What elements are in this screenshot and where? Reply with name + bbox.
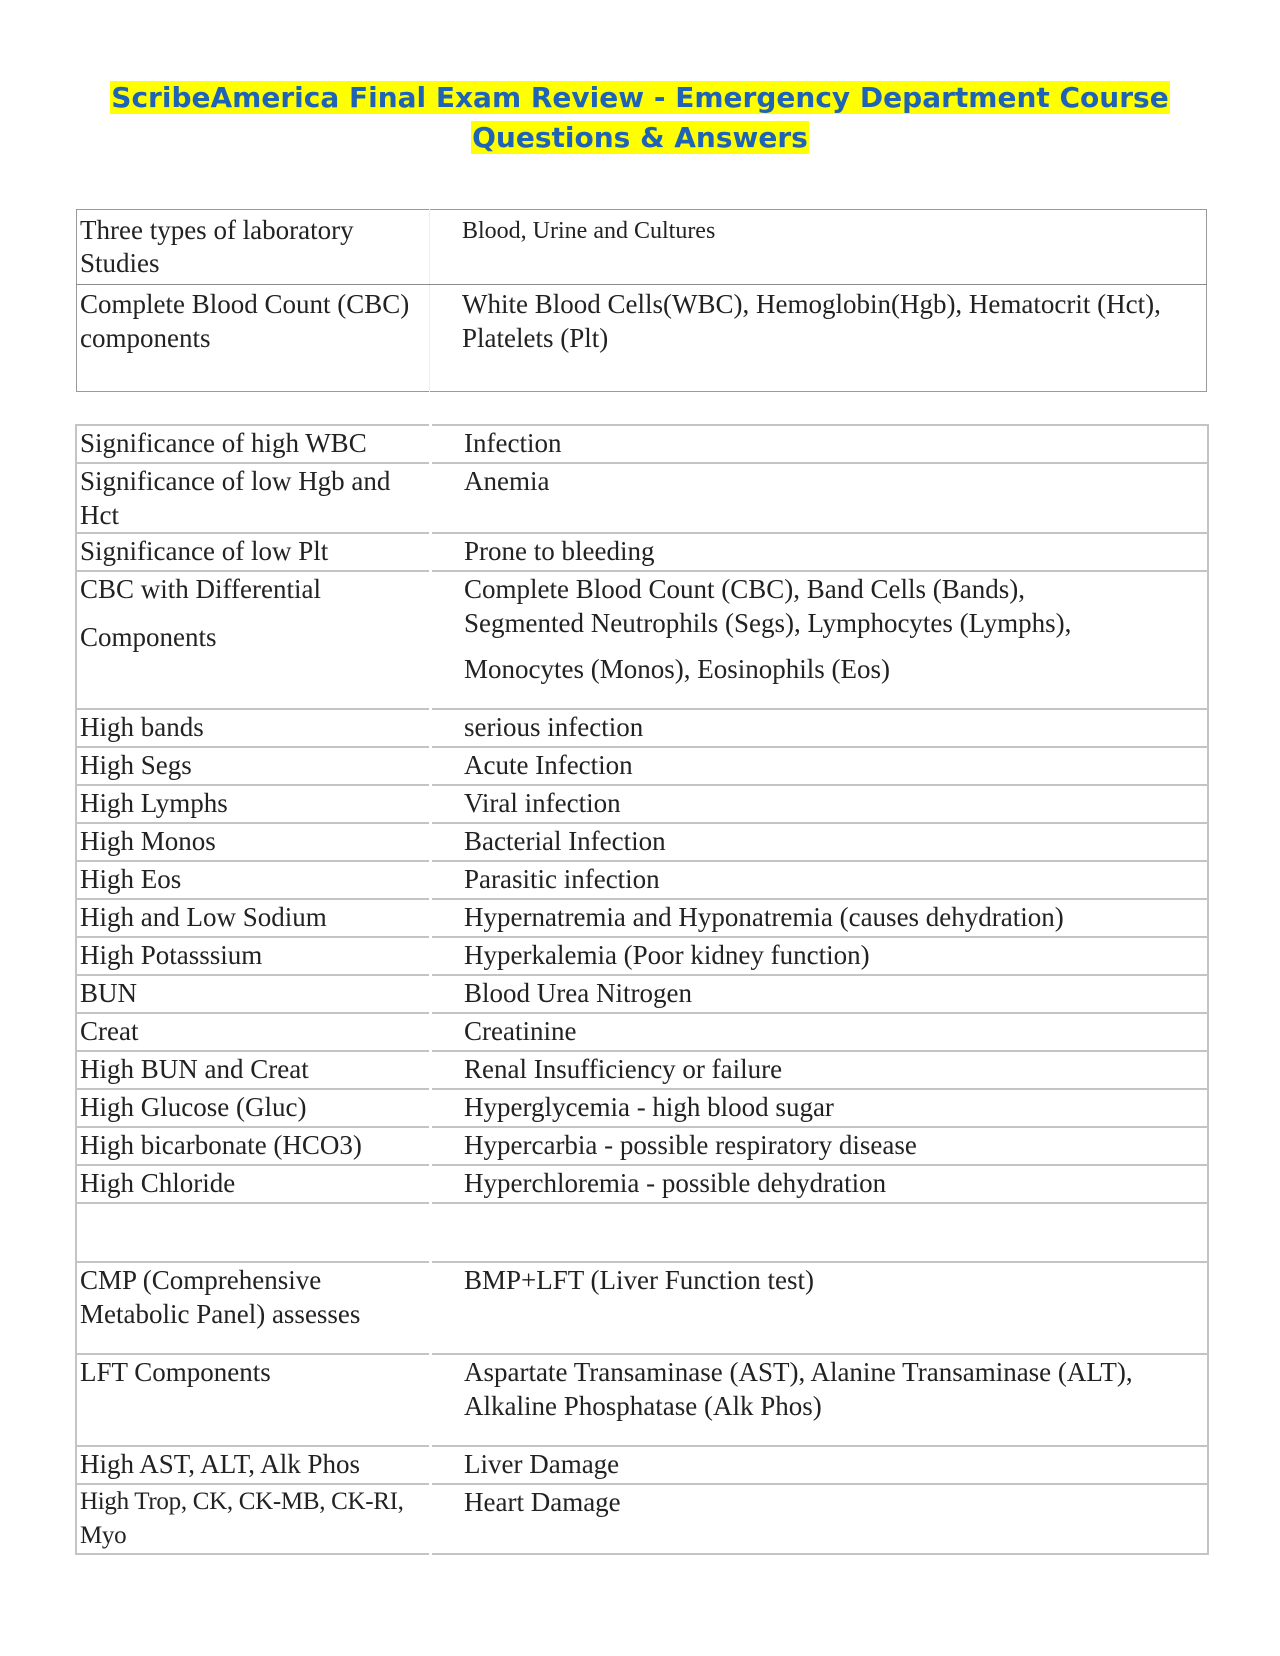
table-row [76, 709, 1208, 747]
answer-cell: Hyperglycemia - high blood sugar [431, 1089, 1209, 1127]
answer-cell: Heart Damage [431, 1484, 1209, 1554]
table-row [76, 1165, 1208, 1203]
table-row [76, 1354, 1208, 1446]
answer-cell [431, 1203, 1209, 1262]
answer-cell: White Blood Cells(WBC), Hemoglobin(Hgb), Hematocrit (Hct), Platelets (Plt) [462, 289, 1161, 353]
term-cell: High and Low Sodium [76, 899, 431, 937]
lab-studies-table [76, 209, 1207, 392]
title-line-2: Questions & Answers [472, 121, 808, 154]
table-row [76, 975, 1208, 1013]
term-cell: High Lymphs [76, 785, 431, 823]
answer-cell: Hyperkalemia (Poor kidney function) [431, 937, 1209, 975]
table-row [76, 785, 1208, 823]
answer-cell: Acute Infection [431, 747, 1209, 785]
term-cell: LFT Components [76, 1354, 431, 1446]
table-row [76, 571, 1208, 709]
term-cell: High Eos [76, 861, 431, 899]
table-row [76, 1484, 1208, 1554]
term-cell: CMP (Comprehensive Metabolic Panel) assesses [76, 1262, 431, 1354]
answer-cell: Renal Insufficiency or failure [431, 1051, 1209, 1089]
answer-cell: Creatinine [431, 1013, 1209, 1051]
term-line: Components [80, 622, 217, 652]
answer-cell: Viral infection [431, 785, 1209, 823]
term-cell: High Trop, CK, CK-MB, CK-RI, Myo [76, 1484, 431, 1554]
table-row [76, 533, 1208, 571]
table-row [76, 1051, 1208, 1089]
term-line: CBC with Differential [80, 574, 321, 604]
term-cell: Significance of low Hgb and Hct [76, 463, 431, 533]
answer-cell [431, 571, 1209, 709]
lab-values-table [75, 424, 1209, 1555]
answer-cell: Hypercarbia - possible respiratory disease [431, 1127, 1209, 1165]
answer-cell: Hypernatremia and Hyponatremia (causes dehydration) [431, 899, 1209, 937]
answer-cell: Anemia [431, 463, 1209, 533]
answer-cell: Aspartate Transaminase (AST), Alanine Transaminase (ALT), Alkaline Phosphatase (Alk Phos) [431, 1354, 1209, 1446]
answer-line: Monocytes (Monos), Eosinophils (Eos) [464, 654, 890, 684]
term-cell: BUN [76, 975, 431, 1013]
title-line-1: ScribeAmerica Final Exam Review - Emergency Department Course [111, 81, 1169, 114]
answer-cell: Bacterial Infection [431, 823, 1209, 861]
answer-cell: Liver Damage [431, 1446, 1209, 1484]
term-cell: Significance of low Plt [76, 533, 431, 571]
term-cell: High bicarbonate (HCO3) [76, 1127, 431, 1165]
table-row [76, 1446, 1208, 1484]
answer-cell: BMP+LFT (Liver Function test) [431, 1262, 1209, 1354]
table-row [76, 899, 1208, 937]
table-row [76, 1127, 1208, 1165]
table-row [76, 823, 1208, 861]
term-cell: High AST, ALT, Alk Phos [76, 1446, 431, 1484]
table-row [76, 1262, 1208, 1354]
term-cell: High Glucose (Gluc) [76, 1089, 431, 1127]
term-cell: High Segs [76, 747, 431, 785]
answer-cell: Blood, Urine and Cultures [430, 210, 1207, 285]
term-cell [76, 571, 431, 709]
term-cell: Three types of laboratory Studies [77, 210, 430, 285]
table-row [77, 210, 1207, 285]
document-title [0, 78, 1280, 158]
term-cell: Significance of high WBC [76, 425, 431, 463]
term-cell: Complete Blood Count (CBC) components [77, 285, 430, 392]
term-cell: High bands [76, 709, 431, 747]
table-row [76, 1013, 1208, 1051]
table-row [76, 747, 1208, 785]
term-cell: High Chloride [76, 1165, 431, 1203]
table-row [76, 861, 1208, 899]
answer-cell: Blood Urea Nitrogen [431, 975, 1209, 1013]
table-row [76, 463, 1208, 533]
table-row [77, 285, 1207, 392]
table-row [76, 937, 1208, 975]
answer-cell: Hyperchloremia - possible dehydration [431, 1165, 1209, 1203]
answer-cell: Infection [431, 425, 1209, 463]
term-cell [76, 1203, 431, 1262]
answer-cell: Parasitic infection [431, 861, 1209, 899]
term-cell: High Monos [76, 823, 431, 861]
answer-line: Complete Blood Count (CBC), Band Cells (Bands), [464, 574, 1025, 604]
answer-cell: serious infection [431, 709, 1209, 747]
answer-cell: Prone to bleeding [431, 533, 1209, 571]
table-row [76, 1203, 1208, 1262]
term-cell: High Potasssium [76, 937, 431, 975]
term-cell: Creat [76, 1013, 431, 1051]
term-cell: High BUN and Creat [76, 1051, 431, 1089]
answer-line: Segmented Neutrophils (Segs), Lymphocytes (Lymphs), [464, 608, 1072, 638]
table-row [76, 425, 1208, 463]
table-row [76, 1089, 1208, 1127]
